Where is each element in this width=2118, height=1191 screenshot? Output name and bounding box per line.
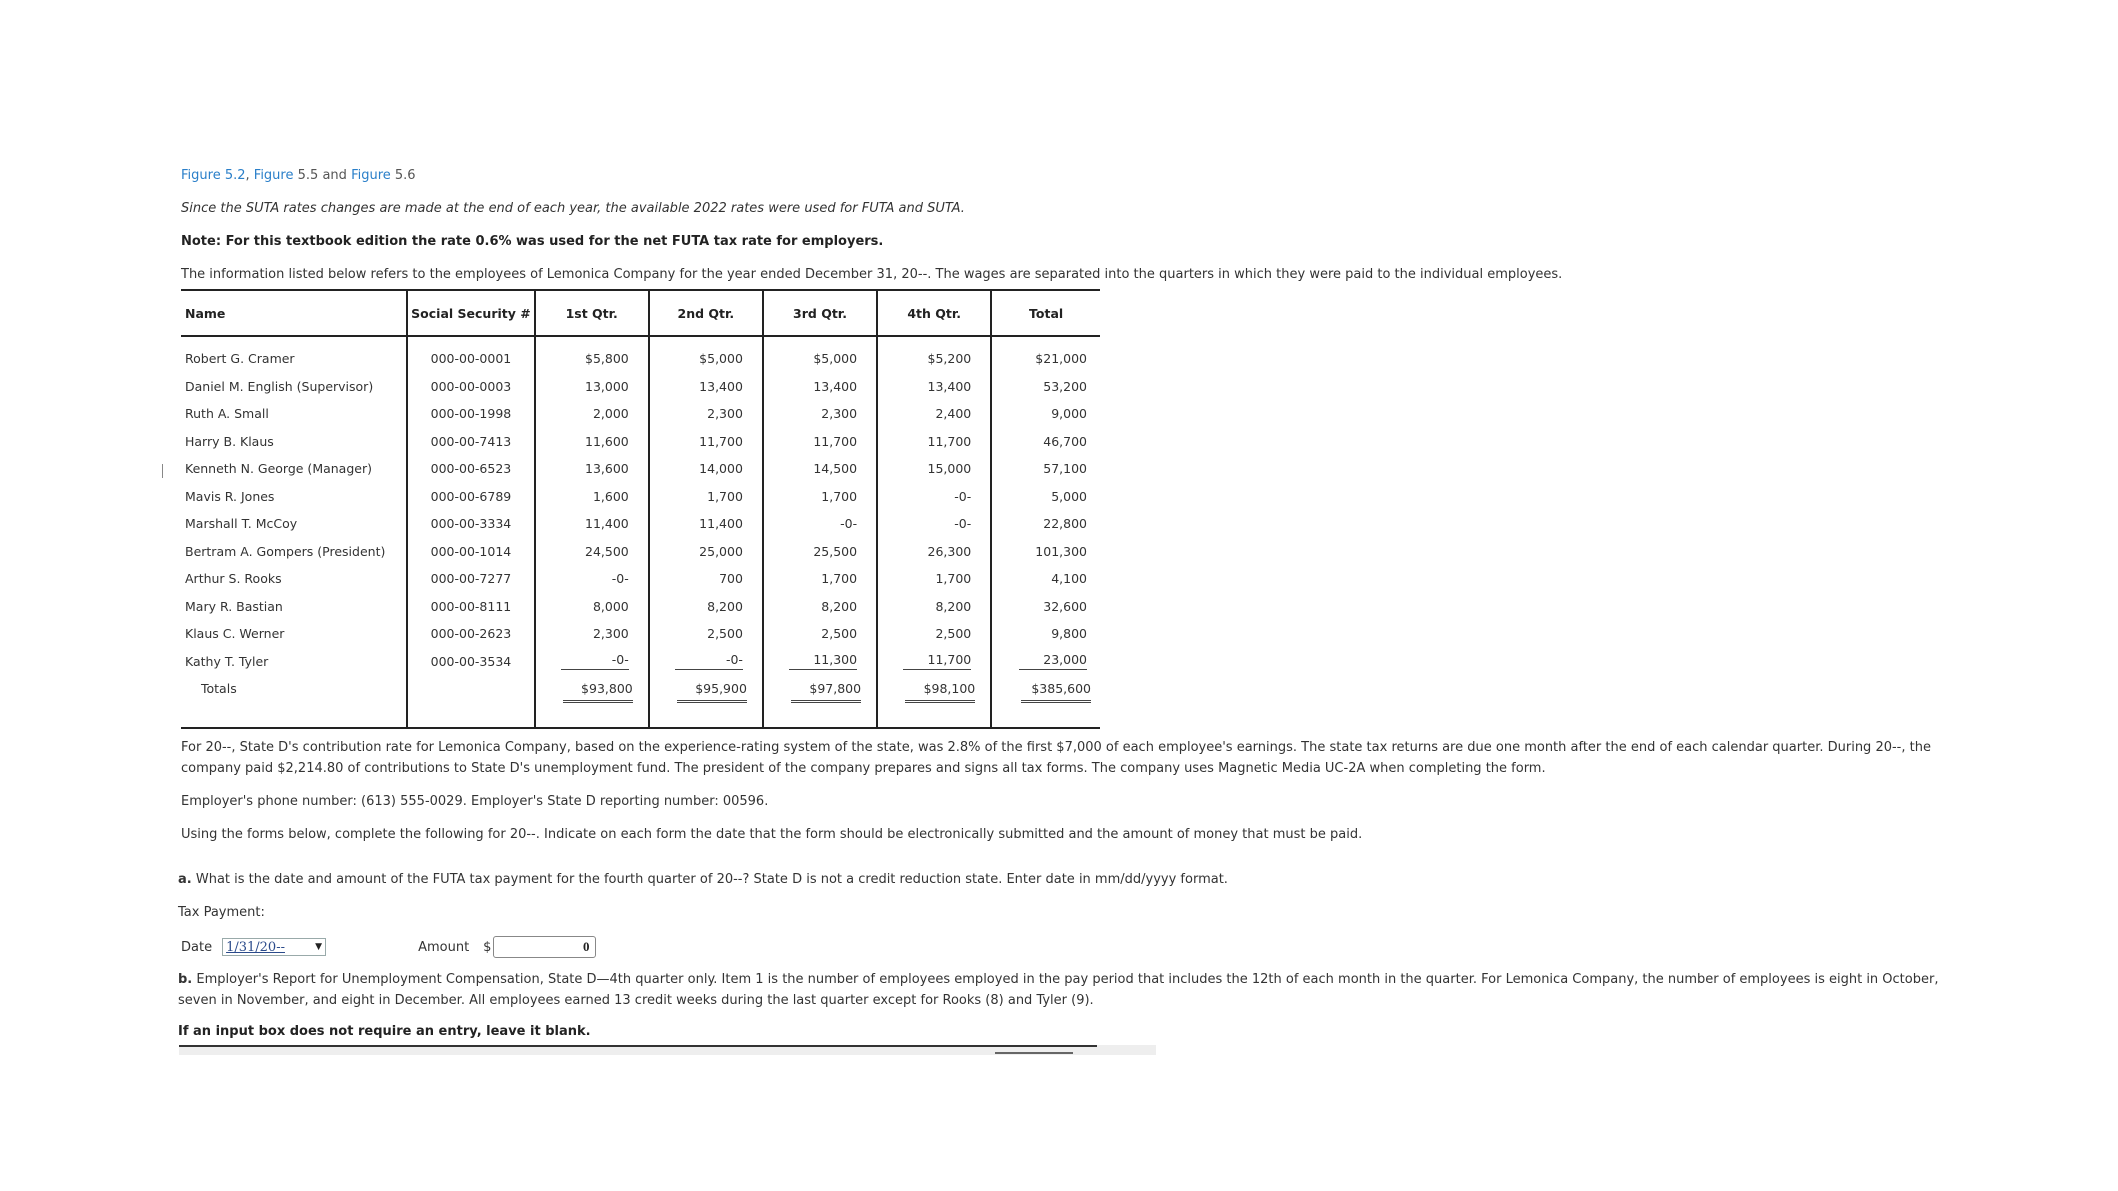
question-content xyxy=(178,165,1981,1042)
horizontal-scrollbar[interactable] xyxy=(179,1045,1156,1055)
employer-phone-text: Employer's phone number: (613) 555-0029. Employer's State D reporting number: 00596. xyxy=(181,794,769,809)
table-row: Arthur S. Rooks 000-00-7277 -0- 700 1,700 1,700 4,100 xyxy=(181,565,1100,593)
tax-payment-label: Tax Payment: xyxy=(178,905,265,920)
figure-5-6-link[interactable]: Figure xyxy=(351,168,391,183)
part-a-letter: a. xyxy=(178,872,192,887)
col-header-q3: 3rd Qtr. xyxy=(763,290,877,336)
col-header-ssn: Social Security # xyxy=(407,290,534,336)
table-row: Kenneth N. George (Manager) 000-00-6523 13,600 14,000 14,500 15,000 57,100 xyxy=(181,455,1100,483)
total-q1: $93,800 xyxy=(563,681,633,703)
part-a-text: What is the date and amount of the FUTA tax payment for the fourth quarter of 20--? State D is not a credit reduction state. Enter date in mm/dd/yyyy format. xyxy=(195,872,1228,887)
col-header-q2: 2nd Qtr. xyxy=(649,290,763,336)
state-rate-text: For 20--, State D's contribution rate for Lemonica Company, based on the experience-rating system of the state, was 2.8% of the first $7,000 of each employee's earnings. The state tax returns are due one month after the end of each calendar quarter. During 20--, the company paid $2,214.80 of contributions to State D's unemployment fund. The president of the company prepares and signs all tax forms. The company uses Magnetic Media UC-2A when completing the form. xyxy=(181,740,1931,776)
col-header-q1: 1st Qtr. xyxy=(535,290,649,336)
table-row: Bertram A. Gompers (President) 000-00-1014 24,500 25,000 25,500 26,300 101,300 xyxy=(181,538,1100,566)
part-a-question xyxy=(178,869,1981,890)
table-row: Harry B. Klaus 000-00-7413 11,600 11,700 11,700 11,700 46,700 xyxy=(181,428,1100,456)
chevron-down-icon: ▼ xyxy=(315,942,323,952)
futa-rate-note: Note: For this textbook edition the rate 0.6% was used for the net FUTA tax rate for employers. xyxy=(181,234,884,249)
total-year: $385,600 xyxy=(1021,681,1091,703)
col-header-name: Name xyxy=(181,290,407,336)
blank-input-note: If an input box does not require an entry, leave it blank. xyxy=(178,1024,591,1039)
form-top-border xyxy=(179,1045,1097,1047)
table-header-row xyxy=(181,290,1100,336)
table-row: Mavis R. Jones 000-00-6789 1,600 1,700 1,700 -0- 5,000 xyxy=(181,483,1100,511)
table-row: Marshall T. McCoy 000-00-3334 11,400 11,400 -0- -0- 22,800 xyxy=(181,510,1100,538)
totals-label: Totals xyxy=(181,675,407,728)
total-q4: $98,100 xyxy=(905,681,975,703)
table-row: Daniel M. English (Supervisor) 000-00-0003 13,000 13,400 13,400 13,400 53,200 xyxy=(181,373,1100,401)
part-b-letter: b. xyxy=(178,972,193,987)
figure-5-2-link[interactable]: Figure 5.2 xyxy=(181,168,246,183)
table-row: Ruth A. Small 000-00-1998 2,000 2,300 2,300 2,400 9,000 xyxy=(181,400,1100,428)
part-b-question xyxy=(178,969,1981,1011)
part-b-text: Employer's Report for Unemployment Compensation, State D—4th quarter only. Item 1 is the number of employees employed in the pay period that includes the 12th of each month in the quarter. For Lemonica Company, the number of employees is eight in October, seven in November, and eight in December. All employees earned 13 credit weeks during the last quarter except for Rooks (8) and Tyler (9). xyxy=(178,972,1939,1008)
table-row: Klaus C. Werner 000-00-2623 2,300 2,500 2,500 2,500 9,800 xyxy=(181,620,1100,648)
scrollbar-thumb[interactable] xyxy=(995,1052,1073,1054)
amount-input[interactable] xyxy=(493,936,596,958)
suta-rates-note: Since the SUTA rates changes are made at the end of each year, the available 2022 rates were used for FUTA and SUTA. xyxy=(181,201,965,216)
dollar-sign: $ xyxy=(483,939,492,955)
table-row: Robert G. Cramer 000-00-0001 $5,800 $5,000 $5,000 $5,200 $21,000 xyxy=(181,336,1100,373)
figure-5-5-link[interactable]: Figure xyxy=(253,168,294,183)
instructions-text: Using the forms below, complete the following for 20--. Indicate on each form the date that the form should be electronically submitted and the amount of money that must be paid. xyxy=(181,827,1363,842)
totals-row xyxy=(181,675,1100,728)
col-header-total: Total xyxy=(991,290,1100,336)
total-q2: $95,900 xyxy=(677,681,747,703)
employee-wages-table xyxy=(181,289,1100,729)
date-label: Date xyxy=(181,939,213,955)
figure-5-6-number: 5.6 xyxy=(394,168,416,183)
table-row: Kathy T. Tyler 000-00-3534 -0- -0- 11,300 11,700 23,000 xyxy=(181,648,1100,676)
col-header-q4: 4th Qtr. xyxy=(877,290,991,336)
amount-label: Amount xyxy=(418,939,470,955)
figure-5-5-number: 5.5 xyxy=(297,168,319,183)
wage-info-text: The information listed below refers to the employees of Lemonica Company for the year ended December 31, 20--. The wages are separated into the quarters in which they were paid to the individual employees. xyxy=(181,267,1563,282)
text-cursor xyxy=(162,464,163,478)
table-row: Mary R. Bastian 000-00-8111 8,000 8,200 8,200 8,200 32,600 xyxy=(181,593,1100,621)
tax-payment-row xyxy=(181,935,1981,959)
and-text: and xyxy=(322,168,347,183)
date-select-value: 1/31/20-- xyxy=(226,939,285,955)
figure-links: Figure 5.2, Figure 5.5 and Figure 5.6 xyxy=(181,168,416,183)
total-q3: $97,800 xyxy=(791,681,861,703)
date-select[interactable] xyxy=(222,938,326,956)
